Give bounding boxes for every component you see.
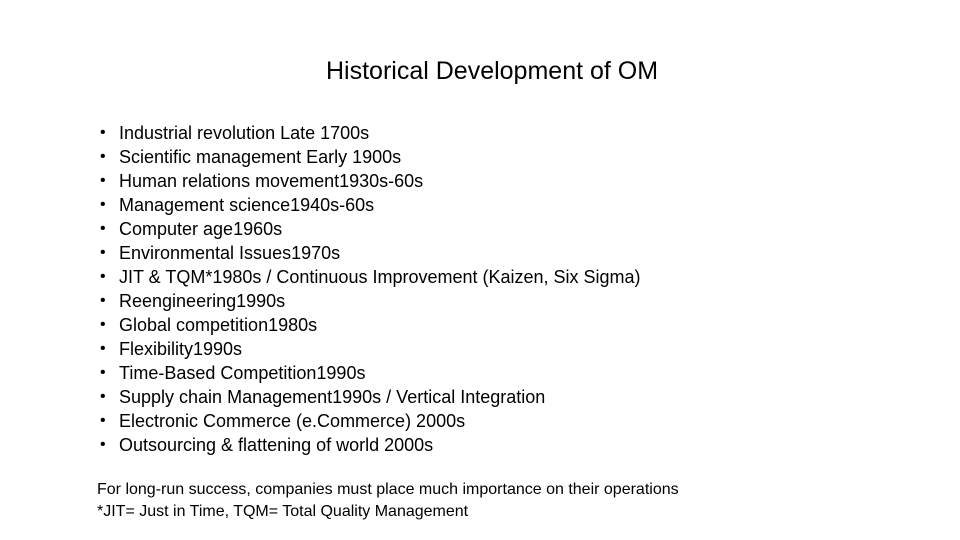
bullet-icon: • (100, 292, 106, 309)
bullet-icon: • (100, 316, 106, 333)
list-item-text: Flexibility1990s (119, 339, 243, 359)
list-item-text: Human relations movement1930s-60s (119, 171, 424, 191)
list-item-text: Management science1940s-60s (119, 195, 375, 215)
list-item-text: Scientific management Early 1900s (119, 147, 402, 167)
slide-title: Historical Development of OM (326, 57, 659, 85)
bullet-icon: • (100, 148, 106, 165)
list-item-text: Global competition1980s (119, 315, 318, 335)
list-item-text: Reengineering1990s (119, 291, 286, 311)
footer-notes (97, 479, 679, 523)
bullet-icon: • (100, 172, 106, 189)
list-item-text: Supply chain Management1990s / Vertical Integration (119, 387, 546, 407)
footer-line-abbreviations: *JIT= Just in Time, TQM= Total Quality Management (97, 503, 469, 520)
bullet-icon: • (100, 124, 106, 141)
list-item-text: JIT & TQM*1980s / Continuous Improvement (Kaizen, Six Sigma) (119, 267, 641, 287)
list-item-text: Outsourcing & flattening of world 2000s (119, 435, 434, 455)
bullet-icon: • (100, 244, 106, 261)
bullet-icon: • (100, 388, 106, 405)
footer-line-importance: For long-run success, companies must place much importance on their operations (97, 481, 679, 498)
bullet-icon: • (100, 196, 106, 213)
bullet-icon: • (100, 220, 106, 237)
list-item-text: Time-Based Competition1990s (119, 363, 366, 383)
bullet-icon: • (100, 340, 106, 357)
list-item-text: Electronic Commerce (e.Commerce) 2000s (119, 411, 466, 431)
bullet-icon: • (100, 412, 106, 429)
bullet-icon: • (100, 364, 106, 381)
list-item-text: Industrial revolution Late 1700s (119, 123, 370, 143)
bullet-icon: • (100, 268, 106, 285)
list-item-text: Computer age1960s (119, 219, 283, 239)
bullet-icon: • (100, 436, 106, 453)
list-item-text: Environmental Issues1970s (119, 243, 341, 263)
